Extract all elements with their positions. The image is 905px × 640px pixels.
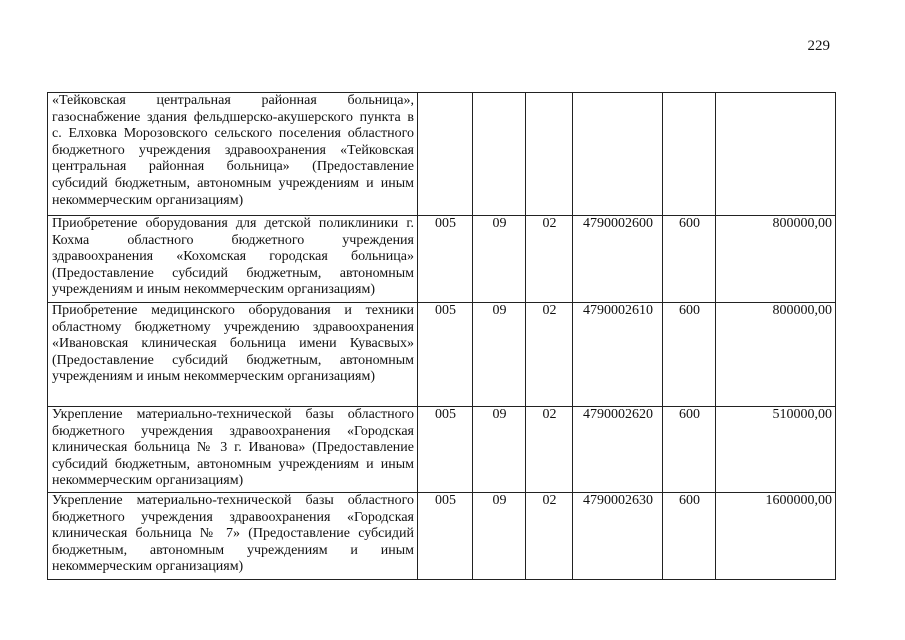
row-ved-code: 005 bbox=[418, 407, 473, 493]
row-target-article: 4790002600 bbox=[573, 216, 663, 303]
row-section-code: 09 bbox=[473, 216, 526, 303]
row-description: Приобретение медицинского оборудования и техники областному бюджетному учреждению здравоохранения «Ивановская клиническая больница имени Кувасвых» (Предоставление субсидий бюджетным, автономным учреждениям и иным некоммерческим организациям) bbox=[48, 303, 418, 407]
row-ved-code: 005 bbox=[418, 493, 473, 580]
row-expense-type: 600 bbox=[663, 493, 716, 580]
row-description: Приобретение оборудования для детской поликлиники г. Кохма областного бюджетного учреждения здравоохранения «Кохомская городская больница» (Предоставление субсидий бюджетным, автономным учреждениям и иным некоммерческим организациям) bbox=[48, 216, 418, 303]
page-number: 229 bbox=[807, 38, 830, 54]
row-ved-code: 005 bbox=[418, 216, 473, 303]
row-amount: 800000,00 bbox=[716, 303, 836, 407]
row-section-code bbox=[473, 93, 526, 216]
row-subsection-code: 02 bbox=[526, 493, 573, 580]
table-row bbox=[48, 93, 836, 216]
table-row bbox=[48, 303, 836, 407]
row-target-article bbox=[573, 93, 663, 216]
row-subsection-code bbox=[526, 93, 573, 216]
table-row bbox=[48, 216, 836, 303]
row-target-article: 4790002620 bbox=[573, 407, 663, 493]
row-amount: 510000,00 bbox=[716, 407, 836, 493]
row-subsection-code: 02 bbox=[526, 216, 573, 303]
row-section-code: 09 bbox=[473, 493, 526, 580]
row-expense-type: 600 bbox=[663, 216, 716, 303]
table-row bbox=[48, 407, 836, 493]
row-description: Укрепление материально-технической базы областного бюджетного учреждения здравоохранения «Городская клиническая больница № 7» (Предоставление субсидий бюджетным, автономным учреждениям и иным некоммерческим организациям) bbox=[48, 493, 418, 580]
row-ved-code bbox=[418, 93, 473, 216]
row-amount bbox=[716, 93, 836, 216]
row-section-code: 09 bbox=[473, 303, 526, 407]
table-row bbox=[48, 493, 836, 580]
row-expense-type: 600 bbox=[663, 407, 716, 493]
row-target-article: 4790002630 bbox=[573, 493, 663, 580]
row-amount: 1600000,00 bbox=[716, 493, 836, 580]
row-subsection-code: 02 bbox=[526, 407, 573, 493]
row-amount: 800000,00 bbox=[716, 216, 836, 303]
row-subsection-code: 02 bbox=[526, 303, 573, 407]
row-description: Укрепление материально-технической базы областного бюджетного учреждения здравоохранения «Городская клиническая больница № 3 г. Иванова» (Предоставление субсидий бюджетным, автономным учреждениям и иным некоммерческим организациям) bbox=[48, 407, 418, 493]
row-target-article: 4790002610 bbox=[573, 303, 663, 407]
row-expense-type bbox=[663, 93, 716, 216]
row-ved-code: 005 bbox=[418, 303, 473, 407]
row-description: «Тейковская центральная районная больница», газоснабжение здания фельдшерско-акушерского пункта в с. Елховка Морозовского сельского поселения областного бюджетного учреждения здравоохранения «Тейковская центральная районная больница» (Предоставление субсидий бюджетным, автономным учреждениям и иным некоммерческим организациям) bbox=[48, 93, 418, 216]
row-section-code: 09 bbox=[473, 407, 526, 493]
row-expense-type: 600 bbox=[663, 303, 716, 407]
budget-table bbox=[47, 92, 836, 580]
